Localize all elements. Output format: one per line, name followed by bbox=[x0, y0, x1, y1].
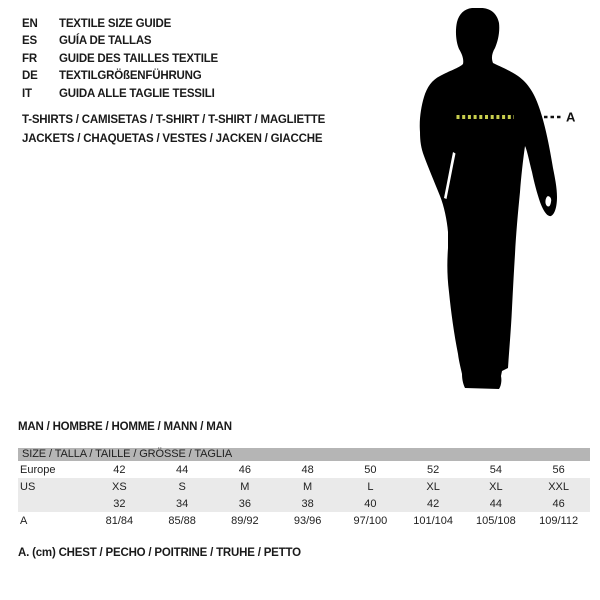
size-cell: XL bbox=[402, 478, 465, 495]
language-row bbox=[22, 68, 218, 86]
man-silhouette-figure bbox=[396, 0, 586, 402]
size-cell: 54 bbox=[489, 463, 502, 476]
product-line-tshirts: T-SHIRTS / CAMISETAS / T-SHIRT / T-SHIRT / MAGLIETTE bbox=[22, 114, 326, 126]
language-label: GUIDE DES TAILLES TEXTILE bbox=[59, 52, 218, 65]
language-label: TEXTILE SIZE GUIDE bbox=[59, 17, 172, 30]
row-label bbox=[18, 495, 88, 512]
product-category-lines bbox=[22, 111, 325, 148]
size-cell: 44 bbox=[176, 463, 189, 476]
size-cell: 44 bbox=[465, 495, 528, 512]
size-cell: M bbox=[276, 478, 339, 495]
measure-label-a: A bbox=[566, 109, 576, 125]
language-code: EN bbox=[22, 17, 38, 30]
size-cell: S bbox=[151, 478, 214, 495]
table-row-uk bbox=[18, 495, 590, 512]
size-cell: 97/100 bbox=[353, 514, 388, 527]
size-cell: 56 bbox=[552, 463, 565, 476]
language-label: GUÍA DE TALLAS bbox=[59, 35, 152, 48]
row-label: Europe bbox=[20, 463, 56, 476]
size-cell: 89/92 bbox=[231, 514, 259, 527]
language-row bbox=[22, 15, 218, 33]
size-table bbox=[18, 448, 590, 529]
size-cell: 40 bbox=[339, 495, 402, 512]
language-label: TEXTILGRÖßENFÜHRUNG bbox=[59, 70, 202, 83]
table-row-europe bbox=[18, 461, 590, 478]
size-cell: 105/108 bbox=[475, 514, 516, 527]
size-cell: 50 bbox=[364, 463, 377, 476]
language-code: FR bbox=[22, 52, 37, 65]
language-row bbox=[22, 33, 218, 51]
size-cell: M bbox=[214, 478, 277, 495]
size-table-header: SIZE / TALLA / TAILLE / GRÖSSE / TAGLIA bbox=[18, 448, 590, 461]
size-cell: 38 bbox=[276, 495, 339, 512]
size-cell: 46 bbox=[238, 463, 251, 476]
size-cell: 48 bbox=[301, 463, 314, 476]
size-cell: XS bbox=[88, 478, 151, 495]
size-cell: 32 bbox=[88, 495, 151, 512]
size-cell: 42 bbox=[113, 463, 126, 476]
size-cell: 34 bbox=[151, 495, 214, 512]
language-code: IT bbox=[22, 87, 32, 100]
size-cell: XXL bbox=[527, 478, 590, 495]
language-code: ES bbox=[22, 35, 37, 48]
language-row bbox=[22, 85, 218, 103]
size-cell: 81/84 bbox=[105, 514, 134, 527]
size-cell: XL bbox=[465, 478, 528, 495]
table-row-us bbox=[18, 478, 590, 495]
size-cell: 109/112 bbox=[539, 514, 579, 527]
footnote-chest: A. (cm) CHEST / PECHO / POITRINE / TRUHE / PETTO bbox=[18, 547, 301, 559]
man-silhouette-path bbox=[420, 8, 557, 389]
product-line-jackets: JACKETS / CHAQUETAS / VESTES / JACKEN / GIACCHE bbox=[22, 132, 323, 145]
row-label: US bbox=[18, 478, 88, 495]
row-label: A bbox=[20, 514, 28, 527]
size-cell: L bbox=[339, 478, 402, 495]
size-table-header-row bbox=[18, 448, 590, 461]
size-cell: 85/88 bbox=[168, 514, 196, 527]
man-silhouette-svg bbox=[396, 0, 586, 402]
size-cell: 93/96 bbox=[293, 514, 322, 527]
language-code: DE bbox=[22, 70, 38, 83]
size-cell: 36 bbox=[214, 495, 277, 512]
section-header-man: MAN / HOMBRE / HOMME / MANN / MAN bbox=[18, 421, 232, 433]
language-label: GUIDA ALLE TAGLIE TESSILI bbox=[59, 87, 215, 100]
size-cell: 101/104 bbox=[413, 514, 453, 527]
language-row bbox=[22, 50, 218, 68]
size-cell: 46 bbox=[527, 495, 590, 512]
language-list bbox=[22, 15, 218, 103]
size-cell: 42 bbox=[402, 495, 465, 512]
table-row-a-chest bbox=[18, 512, 590, 529]
size-cell: 52 bbox=[427, 463, 440, 476]
